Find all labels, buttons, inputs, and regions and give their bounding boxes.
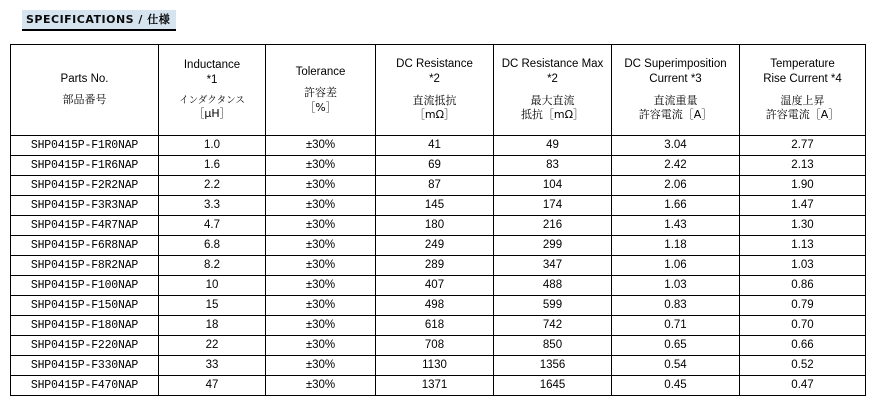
cell-value: 2.42 xyxy=(612,156,740,176)
column-header-jp-line1: 温度上昇 xyxy=(780,93,825,107)
cell-value: 618 xyxy=(376,316,494,336)
column-header-jp-line1: 直流抵抗 xyxy=(412,93,457,107)
cell-parts-no: SHP0415P-F6R8NAP xyxy=(11,236,159,256)
cell-value: ±30% xyxy=(266,236,376,256)
cell-value: ±30% xyxy=(266,216,376,236)
cell-value: 0.79 xyxy=(740,296,866,316)
cell-value: 0.71 xyxy=(612,316,740,336)
cell-value: 69 xyxy=(376,156,494,176)
column-header-jp-line2: ［%］ xyxy=(304,100,337,114)
column-header-jp-line1: 許容差 xyxy=(304,86,337,100)
cell-value: 347 xyxy=(494,256,612,276)
column-header-jp-line2: 抵抗［mΩ］ xyxy=(520,108,585,122)
cell-value: 1.47 xyxy=(740,196,866,216)
cell-value: 0.83 xyxy=(612,296,740,316)
column-header-parts-no xyxy=(11,45,159,136)
cell-value: 599 xyxy=(494,296,612,316)
cell-value: 0.86 xyxy=(740,276,866,296)
column-header-en-line1: Temperature xyxy=(770,58,835,71)
cell-value: 2.13 xyxy=(740,156,866,176)
cell-value: 145 xyxy=(376,196,494,216)
cell-value: 1.30 xyxy=(740,216,866,236)
cell-value: 1.18 xyxy=(612,236,740,256)
column-header-en-line1: DC Resistance Max xyxy=(501,58,604,71)
specifications-table-container xyxy=(10,44,865,396)
cell-value: 8.2 xyxy=(159,256,266,276)
cell-value: 850 xyxy=(494,336,612,356)
table-row xyxy=(11,156,866,176)
column-header-en-line1: DC Resistance xyxy=(396,58,473,71)
cell-value: 742 xyxy=(494,316,612,336)
column-header-en-line1: Tolerance xyxy=(295,65,346,78)
cell-value: 15 xyxy=(159,296,266,316)
specifications-table xyxy=(10,44,866,396)
cell-value: 18 xyxy=(159,316,266,336)
cell-value: 708 xyxy=(376,336,494,356)
cell-value: ±30% xyxy=(266,316,376,336)
cell-value: 4.7 xyxy=(159,216,266,236)
cell-parts-no: SHP0415P-F2R2NAP xyxy=(11,176,159,196)
cell-value: ±30% xyxy=(266,136,376,156)
cell-value: 87 xyxy=(376,176,494,196)
cell-value: 1.03 xyxy=(740,256,866,276)
column-header-dc-superimposition-current xyxy=(612,45,740,136)
column-header-en-line2: Current *3 xyxy=(649,73,702,86)
cell-value: 0.70 xyxy=(740,316,866,336)
column-header-en-line2: *2 xyxy=(547,73,558,86)
column-header-jp-line1: 直流重量 xyxy=(653,93,698,107)
cell-value: 104 xyxy=(494,176,612,196)
column-header-jp-line2: ［μH］ xyxy=(193,107,231,121)
table-row xyxy=(11,316,866,336)
cell-value: 0.52 xyxy=(740,356,866,376)
cell-value: 488 xyxy=(494,276,612,296)
cell-value: ±30% xyxy=(266,336,376,356)
table-row xyxy=(11,356,866,376)
cell-value: 216 xyxy=(494,216,612,236)
table-row xyxy=(11,256,866,276)
table-header xyxy=(11,45,866,136)
cell-value: 407 xyxy=(376,276,494,296)
cell-value: 83 xyxy=(494,156,612,176)
cell-value: ±30% xyxy=(266,256,376,276)
column-header-en-line2: *1 xyxy=(206,74,218,87)
cell-parts-no: SHP0415P-F3R3NAP xyxy=(11,196,159,216)
table-row xyxy=(11,276,866,296)
column-header-jp-line1: 部品番号 xyxy=(62,93,107,107)
table-body xyxy=(11,136,866,396)
cell-value: 299 xyxy=(494,236,612,256)
cell-value: 1.13 xyxy=(740,236,866,256)
cell-value: 1356 xyxy=(494,356,612,376)
table-row xyxy=(11,176,866,196)
column-header-en-line2: *2 xyxy=(429,73,440,86)
cell-parts-no: SHP0415P-F1R6NAP xyxy=(11,156,159,176)
table-row xyxy=(11,216,866,236)
column-header-en-line1: DC Superimposition xyxy=(624,58,727,71)
cell-value: 1.03 xyxy=(612,276,740,296)
column-header-jp-line1: 最大直流 xyxy=(530,93,575,107)
cell-value: 180 xyxy=(376,216,494,236)
cell-value: 2.2 xyxy=(159,176,266,196)
cell-value: 1645 xyxy=(494,376,612,396)
cell-value: 6.8 xyxy=(159,236,266,256)
page-title: SPECIFICATIONS / 仕様 xyxy=(22,10,176,31)
cell-value: 1.43 xyxy=(612,216,740,236)
page-title-container xyxy=(22,10,176,31)
cell-parts-no: SHP0415P-F470NAP xyxy=(11,376,159,396)
cell-value: 1.66 xyxy=(612,196,740,216)
cell-value: 249 xyxy=(376,236,494,256)
column-header-inductance xyxy=(159,45,266,136)
column-header-dc-resistance-max xyxy=(494,45,612,136)
cell-value: 1.90 xyxy=(740,176,866,196)
cell-value: 22 xyxy=(159,336,266,356)
cell-value: 10 xyxy=(159,276,266,296)
cell-parts-no: SHP0415P-F8R2NAP xyxy=(11,256,159,276)
cell-parts-no: SHP0415P-F220NAP xyxy=(11,336,159,356)
cell-value: 498 xyxy=(376,296,494,316)
cell-value: 1371 xyxy=(376,376,494,396)
cell-value: 174 xyxy=(494,196,612,216)
cell-value: 0.65 xyxy=(612,336,740,356)
cell-value: 3.04 xyxy=(612,136,740,156)
cell-value: ±30% xyxy=(266,356,376,376)
cell-value: 41 xyxy=(376,136,494,156)
cell-parts-no: SHP0415P-F150NAP xyxy=(11,296,159,316)
cell-value: ±30% xyxy=(266,196,376,216)
cell-parts-no: SHP0415P-F100NAP xyxy=(11,276,159,296)
cell-parts-no: SHP0415P-F1R0NAP xyxy=(11,136,159,156)
cell-value: 289 xyxy=(376,256,494,276)
cell-value: 47 xyxy=(159,376,266,396)
cell-value: 1.06 xyxy=(612,256,740,276)
table-header-row xyxy=(11,45,866,136)
cell-value: ±30% xyxy=(266,376,376,396)
cell-value: 33 xyxy=(159,356,266,376)
cell-value: ±30% xyxy=(266,156,376,176)
column-header-en-line2: Rise Current *4 xyxy=(763,73,842,86)
table-row xyxy=(11,296,866,316)
cell-parts-no: SHP0415P-F330NAP xyxy=(11,356,159,376)
cell-value: ±30% xyxy=(266,176,376,196)
column-header-jp-line1: インダクタンス xyxy=(179,94,245,106)
cell-value: ±30% xyxy=(266,296,376,316)
column-header-jp-line2: 許容電流［A］ xyxy=(765,108,840,122)
table-row xyxy=(11,376,866,396)
cell-value: 1130 xyxy=(376,356,494,376)
cell-value: 2.77 xyxy=(740,136,866,156)
cell-value: ±30% xyxy=(266,276,376,296)
cell-value: 1.0 xyxy=(159,136,266,156)
column-header-jp-line2: ［mΩ］ xyxy=(413,108,456,122)
cell-value: 0.54 xyxy=(612,356,740,376)
cell-value: 49 xyxy=(494,136,612,156)
cell-parts-no: SHP0415P-F4R7NAP xyxy=(11,216,159,236)
column-header-temperature-rise-current xyxy=(740,45,866,136)
table-row xyxy=(11,236,866,256)
cell-value: 0.47 xyxy=(740,376,866,396)
column-header-en-line1: Parts No. xyxy=(60,73,109,86)
column-header-tolerance xyxy=(266,45,376,136)
cell-value: 0.66 xyxy=(740,336,866,356)
cell-value: 3.3 xyxy=(159,196,266,216)
column-header-dc-resistance xyxy=(376,45,494,136)
table-row xyxy=(11,196,866,216)
column-header-jp-line2: 許容電流［A］ xyxy=(638,108,713,122)
cell-value: 1.6 xyxy=(159,156,266,176)
table-row xyxy=(11,336,866,356)
column-header-en-line1: Inductance xyxy=(183,59,241,72)
cell-value: 0.45 xyxy=(612,376,740,396)
table-row xyxy=(11,136,866,156)
cell-parts-no: SHP0415P-F180NAP xyxy=(11,316,159,336)
cell-value: 2.06 xyxy=(612,176,740,196)
